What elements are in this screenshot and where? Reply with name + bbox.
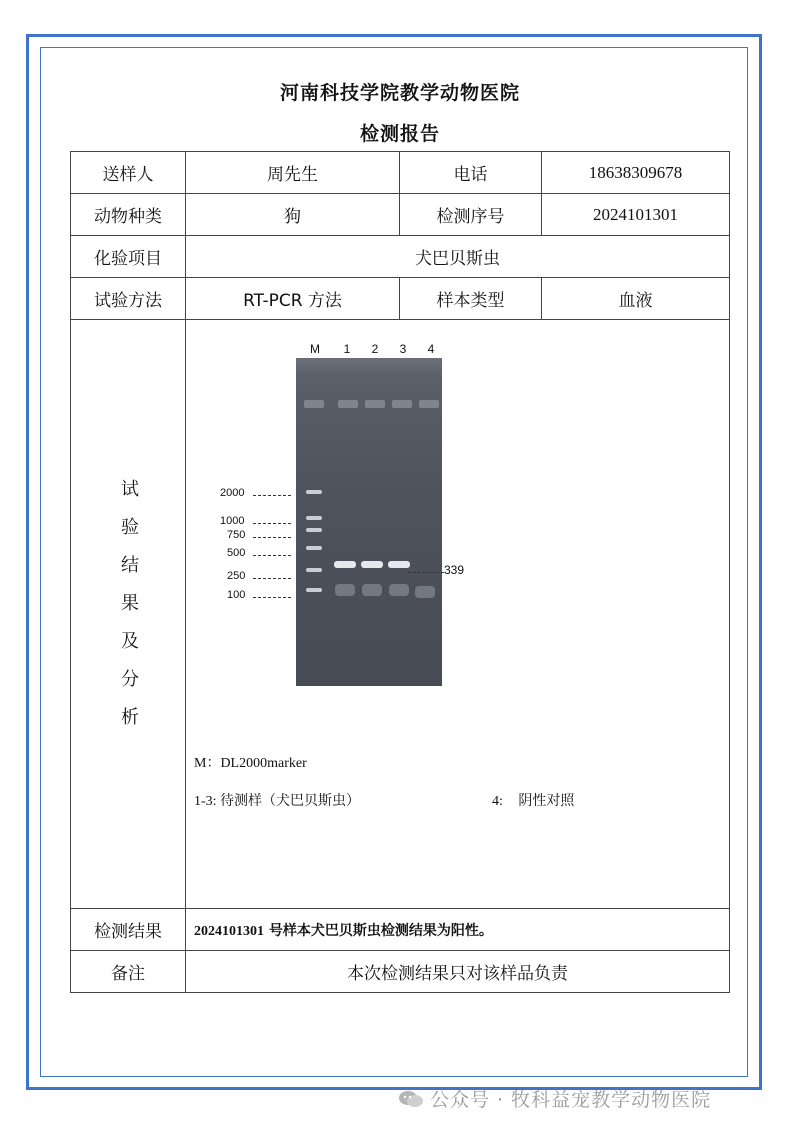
gel-image [296,358,442,686]
well [419,400,439,408]
marker-label-250: 250 [227,570,246,582]
sample-type-value: 血液 [542,278,730,320]
institution-title: 河南科技学院教学动物医院 [279,82,520,104]
serial-label: 检测序号 [400,194,542,236]
marker-dash [253,578,291,579]
item-value: 犬巴贝斯虫 [186,236,730,278]
item-label: 化验项目 [71,236,186,278]
ladder-band-750 [306,528,322,532]
wechat-icon [398,1089,424,1109]
sample-type-label: 样本类型 [400,278,542,320]
row-conclusion [71,909,730,951]
marker-label-750: 750 [227,529,246,541]
marker-label-2000: 2000 [220,487,245,499]
watermark [398,1085,711,1112]
band-size-label: 339 [444,563,465,577]
marker-label-500: 500 [227,547,246,559]
row-sender [71,152,730,194]
legend-samples-id: 1-3: [194,794,217,809]
row-item [71,236,730,278]
ladder-band-250 [306,568,322,572]
legend-marker: M：DL2000marker [194,756,307,771]
marker-dash [253,555,291,556]
row-remark [71,951,730,993]
well [392,400,412,408]
well [338,400,358,408]
lane-label-3: 3 [399,342,407,356]
report-table [70,151,730,993]
conclusion-body: 号样本犬巴贝斯虫检测结果为阳性。 [268,922,493,939]
legend-control-text: 阴性对照 [518,793,575,809]
primer-smear [415,586,435,598]
sample-band-lane-3 [388,561,410,568]
report-title: 检测报告 [359,123,440,145]
marker-dash [253,597,291,598]
ladder-band-500 [306,546,322,550]
sender-label: 送样人 [71,152,186,194]
remark-label: 备注 [71,951,186,993]
ladder-band-1000 [306,516,322,520]
sample-band-lane-1 [334,561,356,568]
legend-samples [194,790,360,810]
remark-text: 本次检测结果只对该样品负责 [186,951,730,993]
sample-band-lane-2 [361,561,383,568]
lane-label-4: 4 [427,342,435,356]
primer-smear [335,584,355,596]
sender-value: 周先生 [186,152,400,194]
well [365,400,385,408]
well [304,400,324,408]
ladder-band-100 [306,588,322,592]
conclusion-label: 检测结果 [71,909,186,951]
band-size-dash [408,572,444,573]
watermark-text: 公众号 · 牧科益宠教学动物医院 [430,1089,712,1111]
lane-label-m: M [310,342,320,356]
phone-label: 电话 [400,152,542,194]
conclusion-id: 2024101301 [194,923,264,939]
lane-label-1: 1 [343,342,351,356]
conclusion-text [186,909,730,951]
legend-control-id: 4: [492,794,503,809]
row-species [71,194,730,236]
primer-smear [362,584,382,596]
marker-label-100: 100 [227,589,246,601]
legend-samples-text: 待测样（犬巴贝斯虫） [220,793,361,809]
serial-value: 2024101301 [542,194,730,236]
species-value: 狗 [186,194,400,236]
marker-dash [253,537,291,538]
analysis-label: 试验结果及分析 [118,478,139,745]
phone-value: 18638309678 [542,152,730,194]
lane-label-2: 2 [371,342,379,356]
gel-figure [186,320,728,908]
method-value: RT-PCR 方法 [186,278,400,320]
analysis-cell [186,320,730,909]
marker-dash [253,523,291,524]
primer-smear [389,584,409,596]
legend-control [492,790,574,810]
species-label: 动物种类 [71,194,186,236]
row-analysis [71,320,730,909]
marker-label-1000: 1000 [220,515,245,527]
marker-dash [253,495,291,496]
ladder-band-2000 [306,490,322,494]
row-method [71,278,730,320]
method-label: 试验方法 [71,278,186,320]
analysis-label-cell [71,320,186,909]
